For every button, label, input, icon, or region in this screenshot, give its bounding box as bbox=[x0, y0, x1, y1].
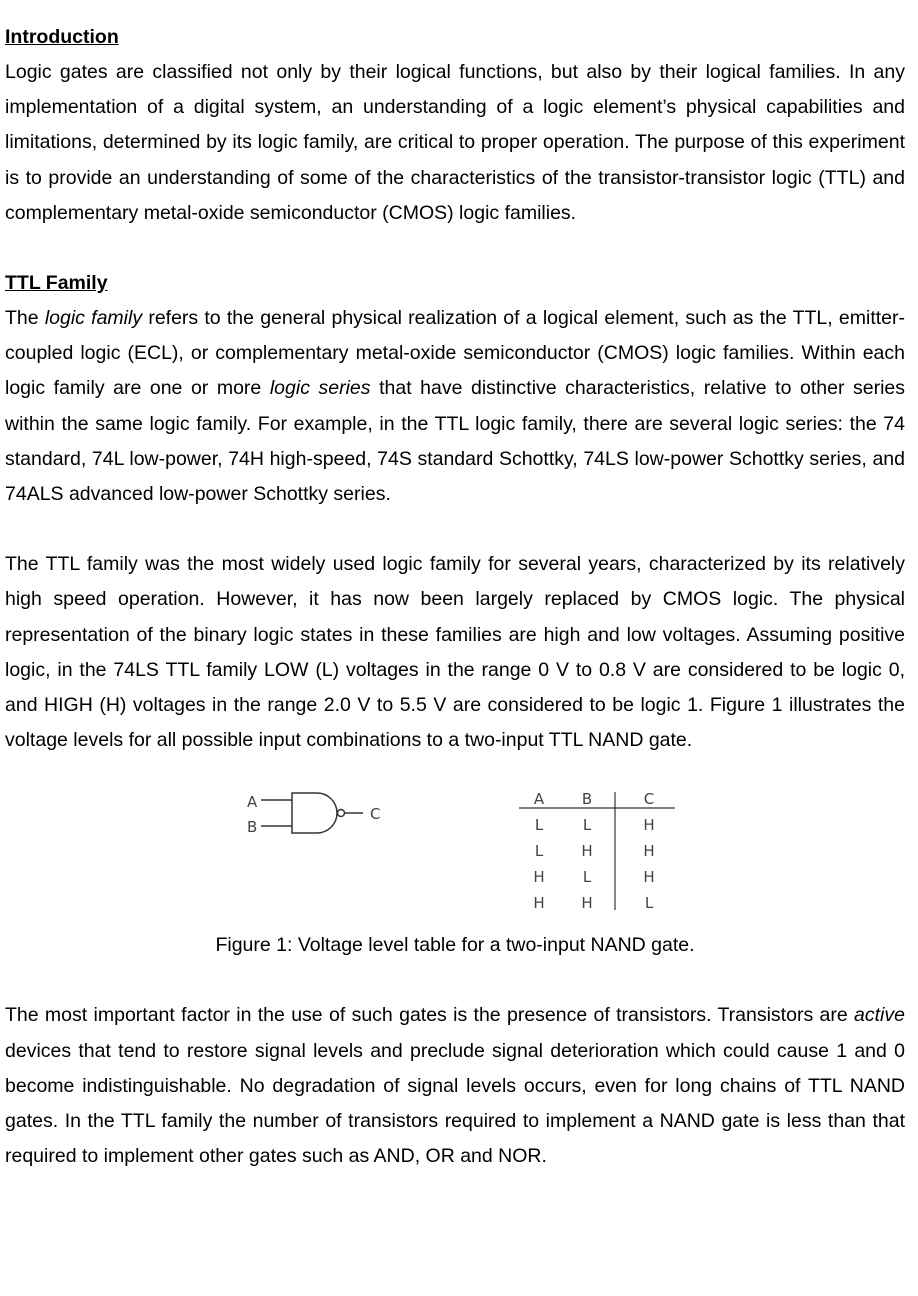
table-cell: L bbox=[534, 816, 544, 835]
ttl-heading: TTL Family bbox=[5, 272, 108, 295]
table-header-b: B bbox=[581, 790, 593, 809]
nand-gate-diagram bbox=[237, 788, 397, 848]
ttl-paragraph-2: The TTL family was the most widely used logic family for several years, characterized by its relatively high speed operation. However, it has now been largely replaced by CMOS logic. The physical representation of the binary logic states in these families are high and low voltages. Assuming positive logic, in the 74LS TTL family LOW (L) voltages in the range 0 V to 0.8 V are considered to be logic 0, and HIGH (H) voltages in the range 2.0 V to 5.5 V are considered to be logic 1. Figure 1 illustrates the voltage levels for all possible input combinations to a two-input TTL NAND gate. bbox=[5, 553, 905, 752]
spacer bbox=[5, 231, 905, 266]
table-cell: H bbox=[581, 894, 593, 913]
spacer bbox=[5, 963, 905, 998]
table-cell: L bbox=[582, 816, 592, 835]
table-cell: H bbox=[533, 868, 545, 887]
table-cell: H bbox=[643, 842, 655, 861]
table-cell: L bbox=[644, 894, 654, 913]
figure-caption: Figure 1: Voltage level table for a two-input NAND gate. bbox=[215, 934, 695, 957]
ttl-paragraph-1: The logic family refers to the general physical realization of a logical element, such as the TTL, emitter-coupled logic (ECL), or complementary metal-oxide semiconductor (CMOS) logic families. Within each logic family are one or more logic series that have distinctive characteristics, relative to other series within the same logic family. For example, in the TTL logic family, there are several logic series: the 74 standard, 74L low-power, 74H high-speed, 74S standard Schottky, 74LS low-power Schottky series, and 74ALS advanced low-power Schottky series. bbox=[5, 307, 906, 506]
truth-table bbox=[515, 788, 685, 918]
document bbox=[5, 20, 905, 1174]
gate-label-c: C bbox=[370, 805, 381, 824]
nand-bubble bbox=[338, 810, 345, 817]
table-cell: H bbox=[643, 868, 655, 887]
term-logic-series: logic series bbox=[269, 377, 371, 400]
table-cell: H bbox=[581, 842, 593, 861]
table-header-a: A bbox=[533, 790, 545, 809]
table-cell: L bbox=[582, 868, 592, 887]
intro-paragraph: Logic gates are classified not only by their logical functions, but also by their logical families. In any implementation of a digital system, an understanding of a logic element’s physical capabilities and limitations, determined by its logic family, are critical to proper operation. The purpose of this experiment is to provide an understanding of some of the characteristics of the transistor-transistor logic (TTL) and complementary metal-oxide semiconductor (CMOS) logic families. bbox=[5, 61, 905, 224]
term-logic-family: logic family bbox=[44, 307, 143, 330]
table-cell: H bbox=[533, 894, 545, 913]
spacer bbox=[5, 512, 905, 547]
gate-label-b: B bbox=[247, 818, 258, 837]
term-active: active bbox=[854, 1004, 905, 1027]
nand-body bbox=[292, 793, 337, 833]
table-cell: H bbox=[643, 816, 655, 835]
closing-paragraph: The most important factor in the use of such gates is the presence of transistors. Transistors are active devices that tend to restore signal levels and preclude signal deterioration which could cause 1 and 0 become indistinguishable. No degradation of signal levels occurs, even for long chains of TTL NAND gates. In the TTL family the number of transistors required to implement a NAND gate is less than that required to implement other gates such as AND, OR and NOR. bbox=[5, 1004, 905, 1168]
intro-heading: Introduction bbox=[5, 26, 119, 48]
figure-1 bbox=[5, 788, 905, 928]
table-cell: L bbox=[534, 842, 544, 861]
gate-label-a: A bbox=[247, 793, 258, 812]
table-header-c: C bbox=[643, 790, 655, 809]
